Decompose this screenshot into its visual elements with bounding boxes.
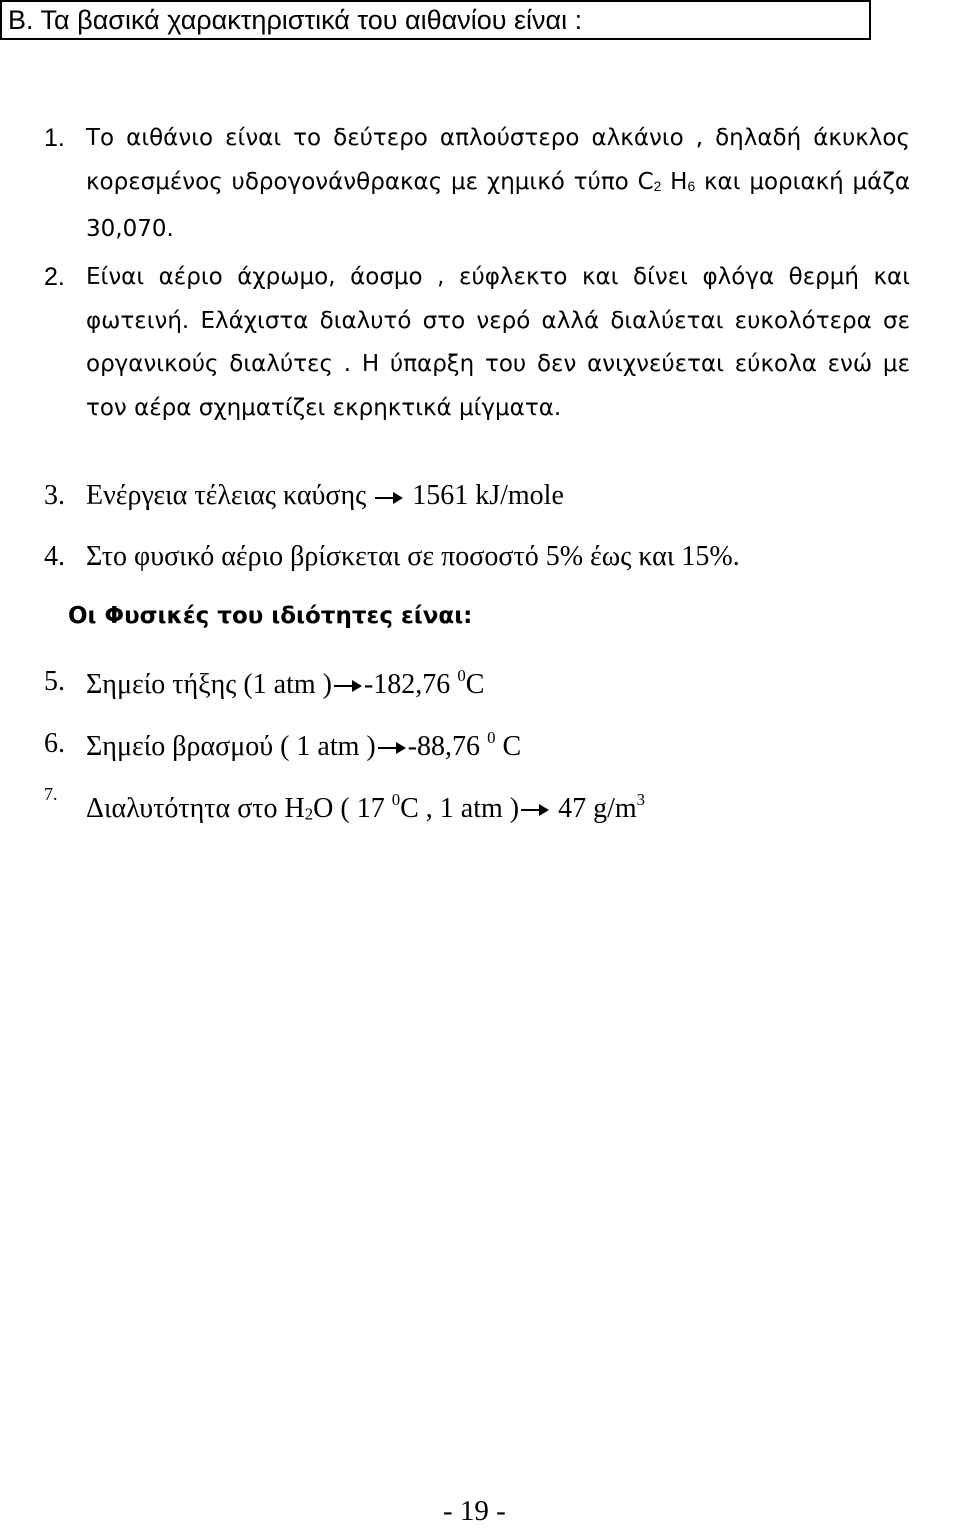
item-number: 4. [44, 541, 65, 572]
arrow-right-icon [375, 490, 403, 506]
item-number: 1. [44, 124, 65, 152]
item-text: Σημείο τήξης (1 atm ) -182,76 $^0$C [86, 666, 485, 700]
item-text: Στο φυσικό αέριο βρίσκεται σε ποσοστό 5% έως και 15%. [86, 541, 740, 572]
item-number: 5. [44, 666, 65, 697]
section-title [0, 0, 871, 40]
item-text: Το αιθάνιο είναι το δεύτερο απλούστερο αλκάνιο , δηλαδή άκυκλος κορεσμένος υδρογονάνθρακας με χημικό τύπο $C_2$ $H_6$ και μοριακή μάζα 30,070. [86, 125, 911, 243]
page-number: - 19 - [443, 1495, 506, 1527]
item-number: 3. [44, 480, 65, 511]
arrow-right-icon [521, 802, 549, 818]
item-text: Διαλυτότητα στο $H_2O$ ( 17 $^0$C , 1 atm ) 47 $g/m^3$ [86, 790, 646, 824]
item-number: 2. [44, 263, 65, 291]
arrow-right-icon [334, 678, 362, 694]
item-number: 6. [44, 728, 65, 759]
item-text: Ενέργεια τέλειας καύσης 1561 kJ/mole [86, 480, 564, 511]
item-text: Σημείο βρασμού ( 1 atm ) -88,76 $^0$ C [86, 728, 522, 762]
arrow-right-icon [378, 740, 406, 756]
item-number: 7. [44, 784, 58, 804]
section-title-text: Β. Τα βασικά χαρακτηριστικά του αιθανίου είναι : [8, 5, 583, 35]
item-text: Είναι αέριο άχρωμο, άοσμο , εύφλεκτο και δίνει φλόγα θερμή και φωτεινή. Ελάχιστα διαλυτό στο νερό αλλά διαλύεται ευκολότερα σε οργανικούς διαλύτες . Η ύπαρξη του δεν ανιχνεύεται εύκολα ενώ με τον αέρα σχηματίζει εκρηκτικά μίγματα. [86, 264, 910, 421]
physical-properties-heading: Οι Φυσικές του ιδιότητες είναι: [68, 603, 473, 629]
